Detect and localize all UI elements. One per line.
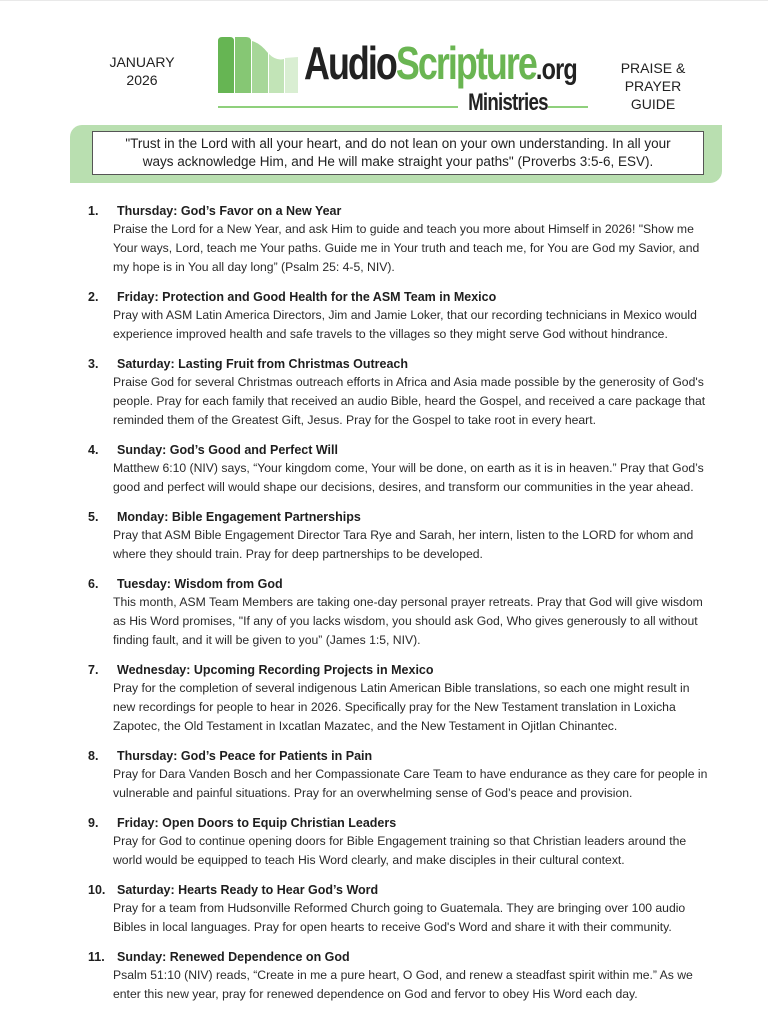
prayer-item-title: Friday: Open Doors to Equip Christian Leaders [117, 816, 397, 830]
theme-verse-line: ways acknowledge Him, and He will make straight your paths" (Proverbs 3:5-6, ESV). [142, 154, 654, 169]
prayer-item-number: 11. [88, 950, 105, 964]
prayer-item-title: Wednesday: Upcoming Recording Projects in Mexico [117, 663, 434, 677]
prayer-item [88, 575, 708, 650]
guide-title [606, 59, 700, 113]
prayer-item-body: Praise the Lord for a New Year, and ask Him to guide and teach you more about Himself in 2026! "Show me Your ways, Lord, teach me Your paths. Guide me in Your truth and teach me, for You are God my Savior, and my hope is in You all day long” (Psalm 25: 4-5, NIV). [113, 222, 700, 274]
prayer-item-number: 1. [88, 204, 99, 218]
prayer-item [88, 202, 708, 277]
guide-title-line: PRAISE & [620, 60, 686, 76]
prayer-item-title: Thursday: God’s Favor on a New Year [117, 204, 342, 218]
logo-word-audio: Audio [304, 37, 396, 89]
prayer-item-title: Saturday: Lasting Fruit from Christmas Outreach [117, 357, 409, 371]
prayer-item [88, 661, 708, 736]
prayer-item [88, 881, 708, 937]
prayer-item-title: Tuesday: Wisdom from God [117, 577, 283, 591]
prayer-item [88, 508, 708, 564]
prayer-item-title: Saturday: Hearts Ready to Hear God’s Word [117, 883, 379, 897]
prayer-item-title: Thursday: God’s Peace for Patients in Pain [117, 749, 373, 763]
prayer-item-body: Pray with ASM Latin America Directors, Jim and Jamie Loker, that our recording technicians in Mexico would experience improved health and safe travels to the villages so they might serve God without hindrance. [113, 308, 697, 341]
guide-title-line: GUIDE [630, 96, 676, 112]
prayer-item-number: 4. [88, 443, 99, 457]
prayer-item [88, 288, 708, 344]
prayer-item-body: Praise God for several Christmas outreach efforts in Africa and Asia made possible by the generosity of God's people. Pray for each family that received an audio Bible, heard the Gospel, and received a care package that reminded them of the Greatest Gift, Jesus. Pray for the Gospel to take root in every heart. [113, 375, 706, 427]
issue-year: 2026 [126, 72, 158, 88]
logo-rule-right [548, 106, 588, 108]
prayer-item-title: Sunday: God’s Good and Perfect Will [117, 443, 338, 457]
prayer-item-number: 5. [88, 510, 99, 524]
prayer-item-number: 2. [88, 290, 99, 304]
prayer-item-body: Pray for a team from Hudsonville Reformed Church going to Guatemala. They are bringing over 100 audio Bibles in local languages. Pray for open hearts to receive God's Word and share it with their community. [113, 901, 686, 934]
prayer-item [88, 747, 708, 803]
prayer-item-title: Friday: Protection and Good Health for the ASM Team in Mexico [117, 290, 497, 304]
issue-month: JANUARY [109, 54, 175, 70]
prayer-item-body: Pray for the completion of several indigenous Latin American Bible translations, so each one might result in new recordings for people to hear in 2026. Specifically pray for the New Testament translation in Loxicha Zapotec, the Old Testament in Ixcatlan Mazatec, and the New Testament in Ojitlan Chinantec. [113, 681, 690, 733]
audioscripture-logo [218, 35, 608, 119]
prayer-item-title: Sunday: Renewed Dependence on God [117, 950, 350, 964]
prayer-item-body: Pray for God to continue opening doors for Bible Engagement training so that Christian leaders around the world would be equipped to teach His Word clearly, and make disciples in their cultural context. [113, 834, 687, 867]
prayer-item-body: This month, ASM Team Members are taking one-day personal prayer retreats. Pray that God will give wisdom as His Word promises, "If any of you lacks wisdom, you should ask God, Who gives generously to all without finding fault, and it will be given to you” (James 1:5, NIV). [113, 595, 703, 647]
prayer-item-number: 6. [88, 577, 99, 591]
prayer-item [88, 441, 708, 497]
prayer-item-body: Matthew 6:10 (NIV) says, “Your kingdom come, Your will be done, on earth as it is in heaven.” Pray that God’s good and perfect will would shape our decisions, desires, and transform our communities in the year ahead. [113, 461, 704, 494]
theme-verse [92, 131, 704, 175]
prayer-item-number: 3. [88, 357, 99, 371]
logo-ministries: Ministries [468, 89, 548, 116]
prayer-item [88, 948, 708, 1004]
sound-bars-logo-icon [218, 37, 298, 93]
issue-date [96, 53, 188, 89]
prayer-item-title: Monday: Bible Engagement Partnerships [117, 510, 361, 524]
prayer-item-number: 7. [88, 663, 99, 677]
logo-word-org: .org [535, 53, 577, 86]
guide-title-line: PRAYER [624, 78, 682, 94]
prayer-item [88, 355, 708, 430]
prayer-item-number: 8. [88, 749, 99, 763]
logo-word-scripture: Scripture [395, 37, 536, 89]
prayer-item-number: 10. [88, 883, 106, 897]
logo-rule-left [218, 106, 458, 108]
prayer-item [88, 814, 708, 870]
prayer-item-body: Pray for Dara Vanden Bosch and her Compassionate Care Team to have endurance as they care for people in vulnerable and painful situations. Pray for an overwhelming sense of God’s peace and provision. [113, 767, 708, 800]
prayer-item-body: Pray that ASM Bible Engagement Director Tara Rye and Sarah, her intern, listen to the LORD for whom and where they should train. Pray for deep partnerships to be developed. [113, 528, 694, 561]
prayer-list [88, 202, 708, 1015]
prayer-item-body: Psalm 51:10 (NIV) reads, “Create in me a pure heart, O God, and renew a steadfast spirit within me.” As we enter this new year, pray for renewed dependence on God and fervor to obey His Word each day. [113, 968, 693, 1001]
theme-verse-line: "Trust in the Lord with all your heart, and do not lean on your own understanding. In all your [125, 136, 671, 151]
prayer-item-number: 9. [88, 816, 99, 830]
